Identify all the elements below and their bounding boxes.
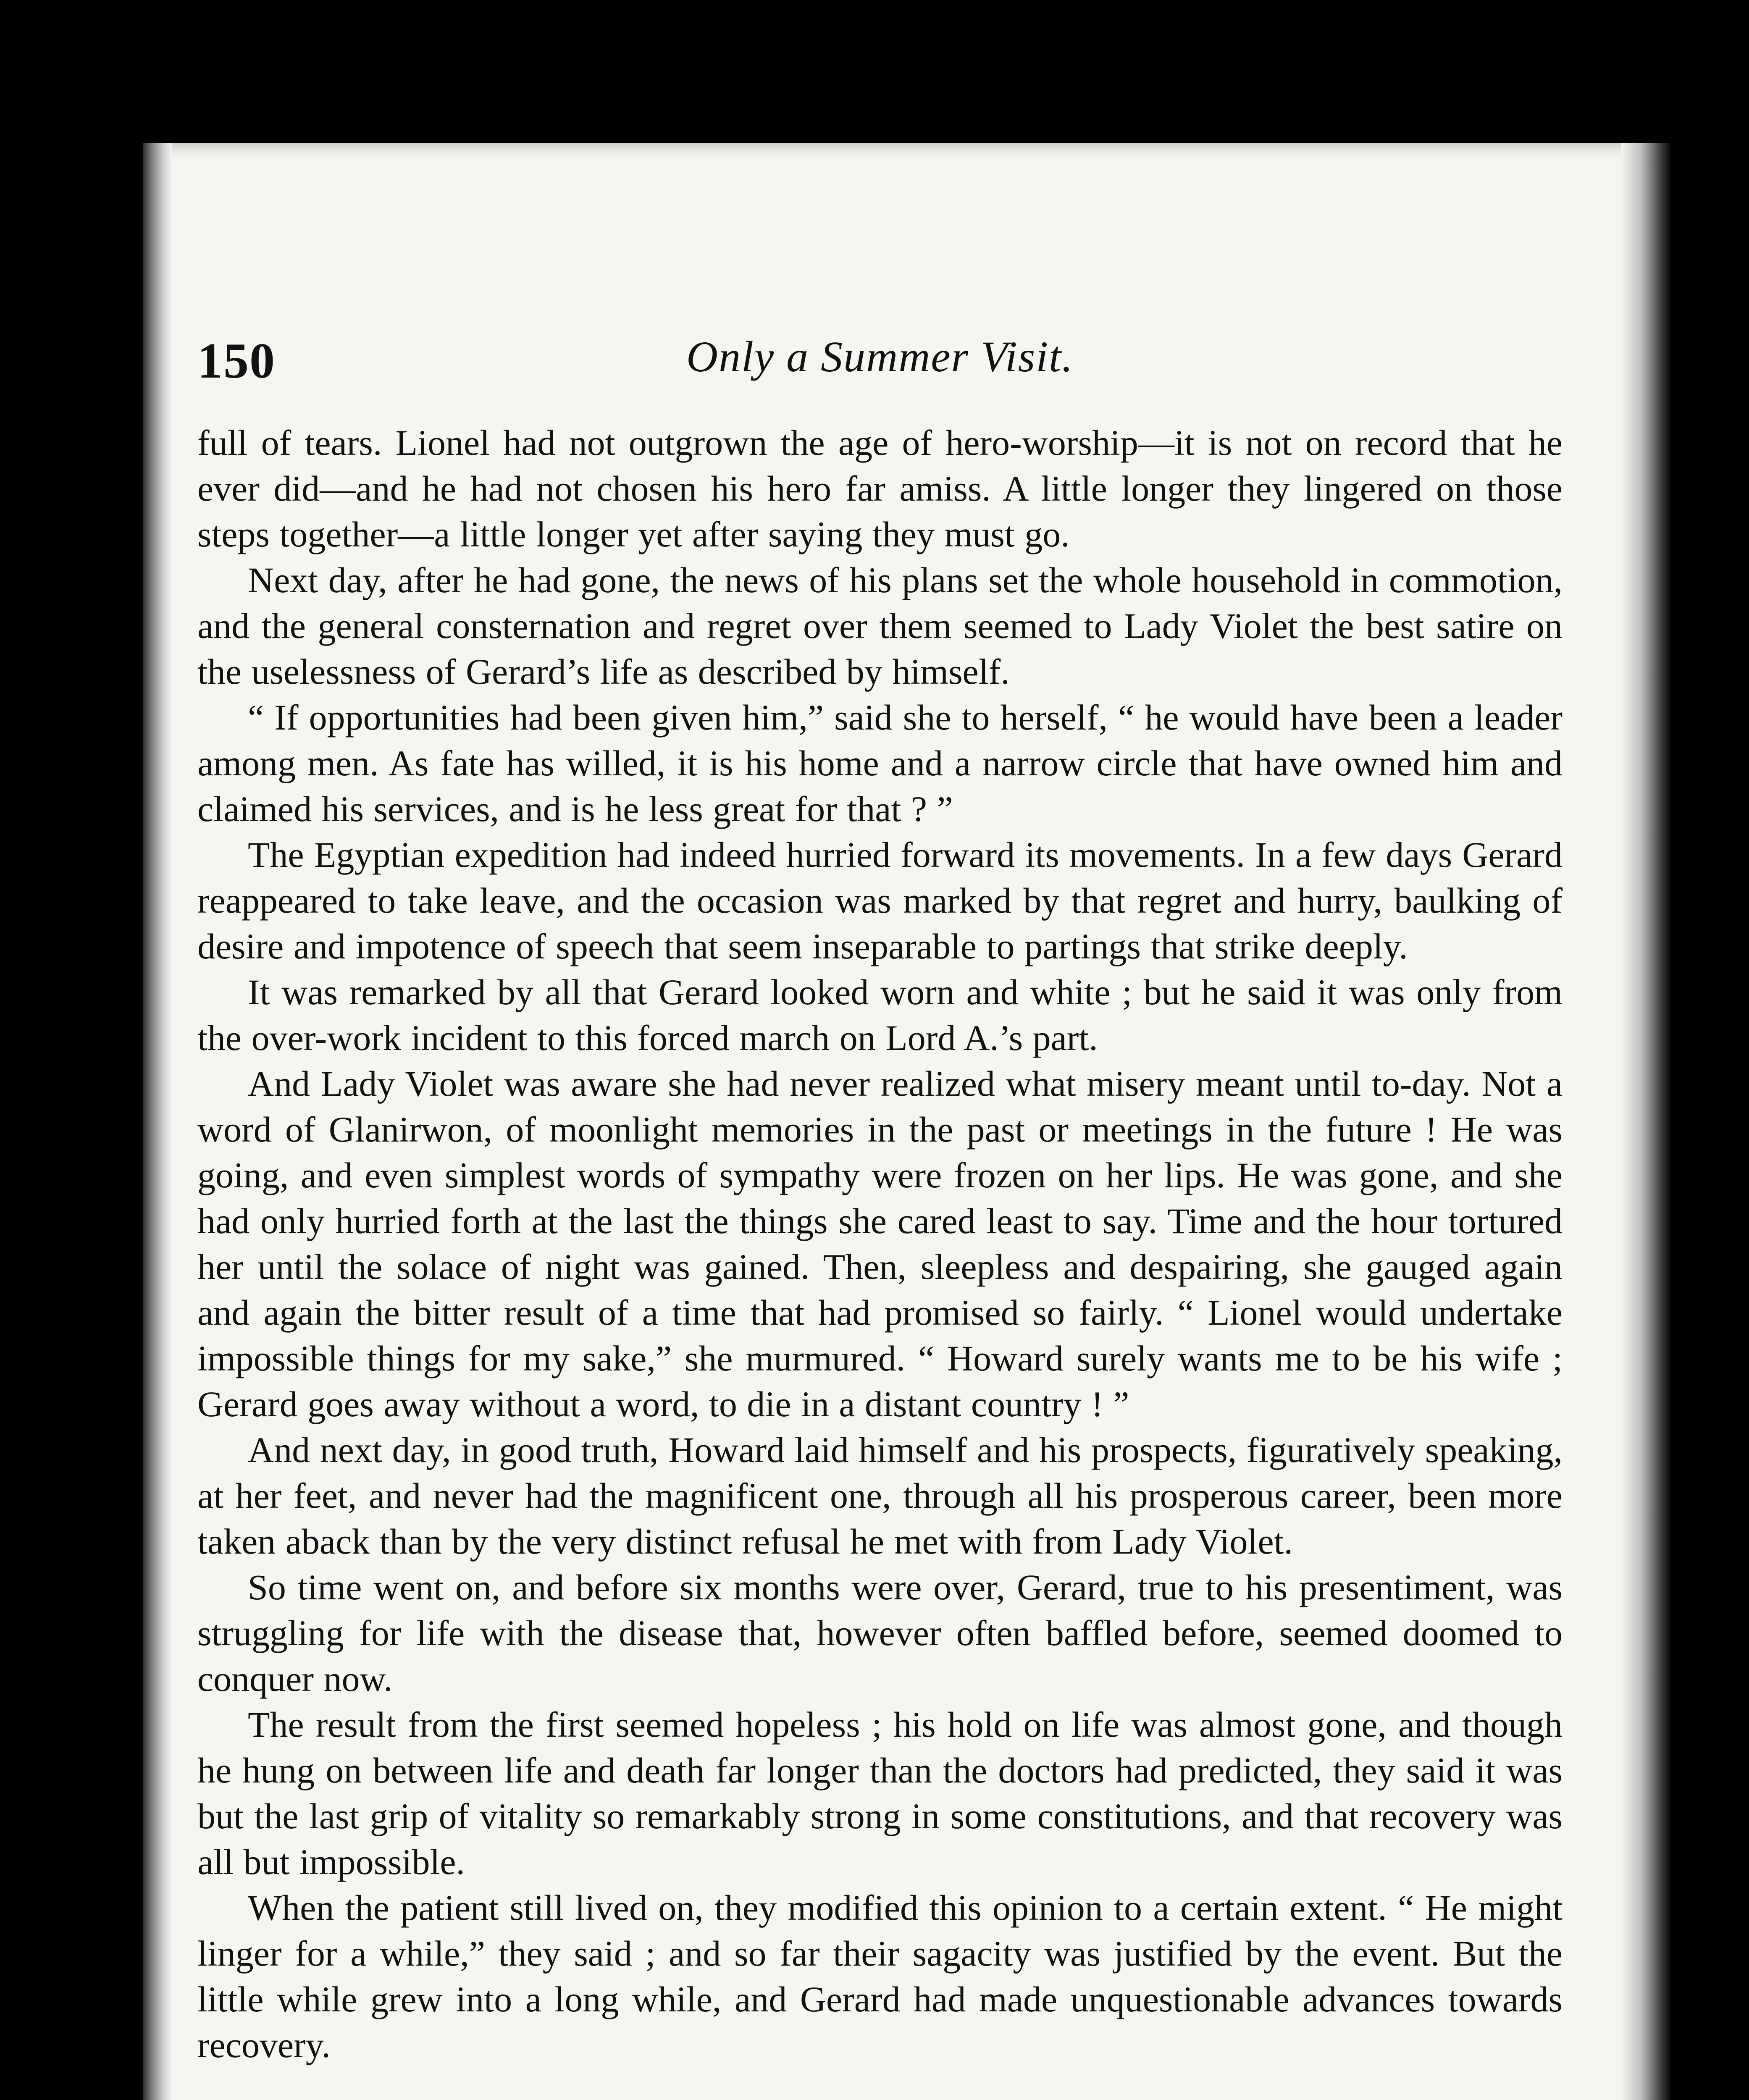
paragraph: The result from the first seemed hopeless ; his hold on life was almost gone, and though he hung on between life and death far longer than the doctors had predicted, they said it was but the last grip of vitality so remarkably strong in some constitutions, and that recovery was all but impossible. [197, 1704, 1563, 1882]
paragraph: “ If opportunities had been given him,” said she to herself, “ he would have been a leader among men. As fate has willed, it is his home and a narrow circle that have owned him and claimed his services, and is he less great for that ? ” [197, 697, 1563, 829]
paragraph: When the patient still lived on, they modified this opinion to a certain extent. “ He might linger for a while,” they said ; and so far their sagacity was justified by the event. But the little while grew into a long while, and Gerard had made unquestionable advances towards recovery. [197, 1887, 1563, 2065]
running-title: Only a Summer Visit. [686, 333, 1074, 381]
page-number: 150 [197, 333, 276, 388]
paragraph: So time went on, and before six months were over, Gerard, true to his presentiment, was struggling for life with the disease that, however often baffled before, seemed doomed to conquer now. [197, 1567, 1563, 1699]
page-gutter-shadow [143, 143, 172, 2100]
paragraph: full of tears. Lionel had not outgrown the age of hero-worship—it is not on record that he ever did—and he had not chosen his hero far amiss. A little longer they lingered on those steps together—a little longer yet after saying they must go. [197, 423, 1563, 554]
paragraph: And Lady Violet was aware she had never realized what misery meant until to-day. Not a word of Glanirwon, of moonlight memories in the past or meetings in the future ! He was going, and even simplest words of sympathy were frozen on her lips. He was gone, and she had only hurried forth at the last the things she cared least to say. Time and the hour tortured her until the solace of night was gained. Then, sleepless and despairing, she gauged again and again the bitter result of a time that had promised so fairly. “ Lionel would undertake impossible things for my sake,” she murmured. “ Howard surely wants me to be his wife ; Gerard goes away without a word, to die in a distant country ! ” [197, 1063, 1563, 1424]
paragraph: And next day, in good truth, Howard laid himself and his prospects, figuratively speaking, at her feet, and never had the magnificent one, through all his prosperous career, been more taken aback than by the very distinct refusal he met with from Lady Violet. [197, 1430, 1563, 1562]
page-header [197, 332, 1563, 399]
paragraph: It was remarked by all that Gerard looked worn and white ; but he said it was only from the over-work incident to this forced march on Lord A.’s part. [197, 972, 1563, 1058]
paragraph: The Egyptian expedition had indeed hurried forward its movements. In a few days Gerard reappeared to take leave, and the occasion was marked by that regret and hurry, baulking of desire and impotence of speech that seem inseparable to partings that strike deeply. [197, 835, 1563, 966]
body-text [197, 420, 1563, 2068]
paragraph: Next day, after he had gone, the news of his plans set the whole household in commotion, and the general consternation and regret over them seemed to Lady Violet the best satire on the uselessness of Gerard’s life as described by himself. [197, 560, 1563, 692]
page-right-edge [1621, 143, 1672, 2100]
